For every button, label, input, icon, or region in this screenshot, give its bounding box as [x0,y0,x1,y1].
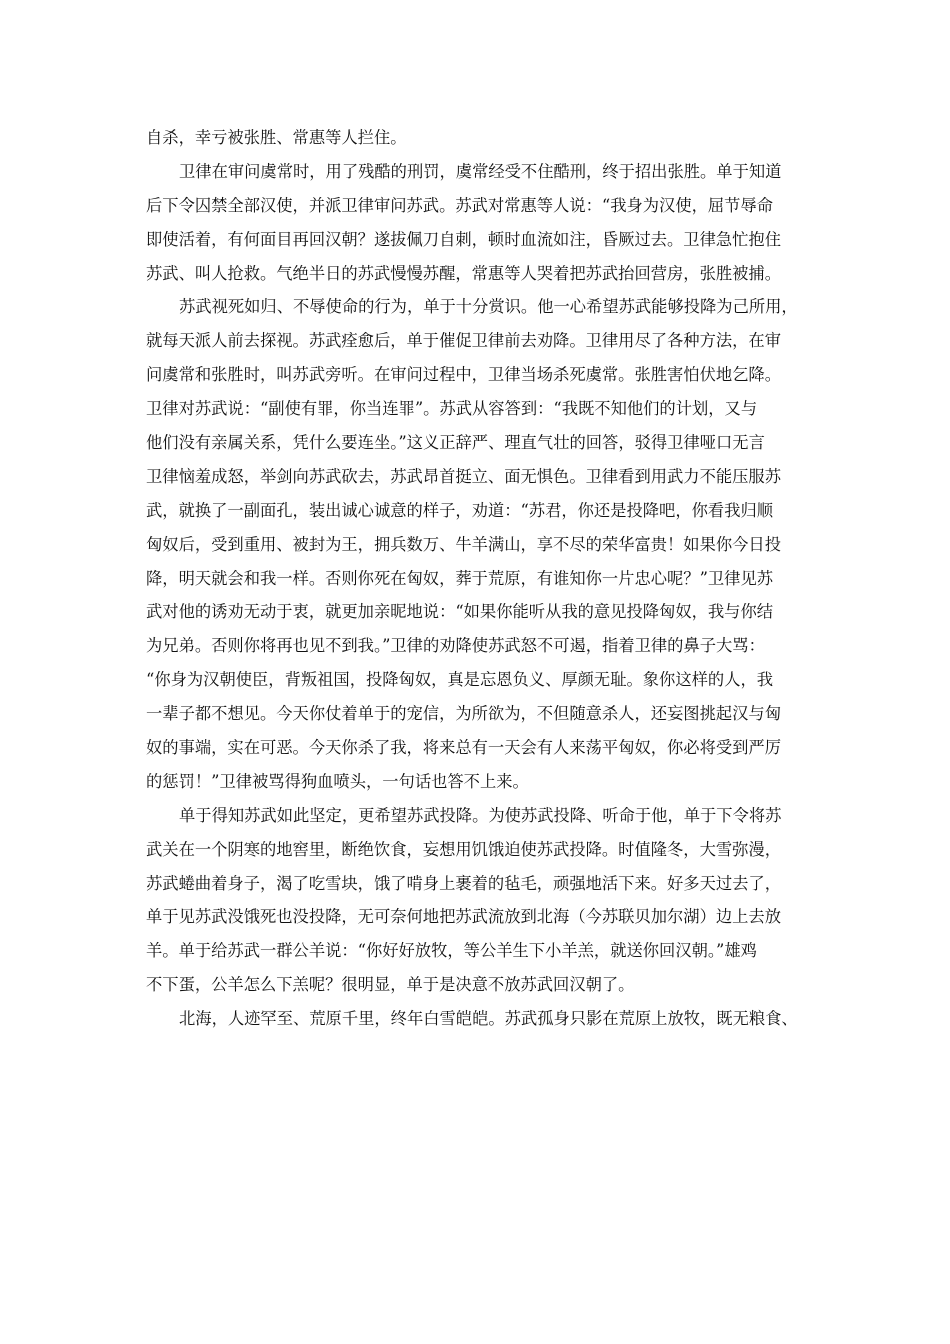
text-line: 他们没有亲属关系，凭什么要连坐。”这义正辞严、理直气壮的回答，驳得卫律哑口无言 [146,433,765,453]
text-line: 北海，人迹罕至、荒原千里，终年白雪皑皑。苏武孤身只影在荒原上放牧，既无粮食、 [179,1009,798,1029]
text-line: 羊。单于给苏武一群公羊说：“你好好放牧，等公羊生下小羊羔，就送你回汉朝。”雄鸡 [146,941,757,961]
text-line: 就每天派人前去探视。苏武痊愈后，单于催促卫律前去劝降。卫律用尽了各种方法，在审 [146,331,781,351]
text-line: 苏武蜷曲着身子，渴了吃雪块，饿了啃身上裹着的毡毛，顽强地活下来。好多天过去了， [146,873,781,893]
text-line: 奴的事端，实在可恶。今天你杀了我，将来总有一天会有人来荡平匈奴，你必将受到严厉 [146,738,781,758]
text-line: 为兄弟。否则你将再也见不到我。”卫律的劝降使苏武怒不可遏，指着卫律的鼻子大骂： [146,636,765,656]
text-line: 的惩罚！”卫律被骂得狗血喷头，一句话也答不上来。 [146,771,529,791]
text-line: “你身为汉朝使臣，背叛祖国，投降匈奴，真是忘恩负义、厚颜无耻。象你这样的人，我 [146,670,774,690]
text-line: 单于得知苏武如此坚定，更希望苏武投降。为使苏武投降、听命于他，单于下令将苏 [179,805,782,825]
text-line: 苏武视死如归、不辱使命的行为，单于十分赏识。他一心希望苏武能够投降为己所用， [179,297,798,317]
text-line: 卫律恼羞成怒，举剑向苏武砍去，苏武昂首挺立、面无惧色。卫律看到用武力不能压服苏 [146,466,781,486]
text-line: 即使活着，有何面目再回汉朝？遂拔佩刀自刺，顿时血流如注，昏厥过去。卫律急忙抱住 [146,229,781,249]
text-line: 不下蛋，公羊怎么下羔呢？很明显，单于是决意不放苏武回汉朝了。 [146,975,635,995]
text-line: 问虞常和张胜时，叫苏武旁听。在审问过程中，卫律当场杀死虞常。张胜害怕伏地乞降。 [146,365,781,385]
text-line: 武关在一个阴寒的地窖里，断绝饮食，妄想用饥饿迫使苏武投降。时值隆冬，大雪弥漫， [146,839,781,859]
text-line: 自杀，幸亏被张胜、常惠等人拦住。 [146,128,407,147]
text-line: 苏武、叫人抢救。气绝半日的苏武慢慢苏醒，常惠等人哭着把苏武抬回营房，张胜被捕。 [146,263,781,283]
text-line: 武，就换了一副面孔，装出诚心诚意的样子，劝道：“苏君，你还是投降吧，你看我归顺 [146,500,774,520]
text-line: 武对他的诱劝无动于衷，就更加亲昵地说：“如果你能听从我的意见投降匈奴，我与你结 [146,602,774,622]
text-line: 后下令囚禁全部汉使，并派卫律审问苏武。苏武对常惠等人说：“我身为汉使，屈节辱命 [146,195,774,215]
text-line: 卫律在审问虞常时，用了残酷的刑罚，虞常经受不住酷刑，终于招出张胜。单于知道 [179,161,782,181]
text-line: 匈奴后，受到重用、被封为王，拥兵数万、牛羊满山，享不尽的荣华富贵！如果你今日投 [146,534,781,554]
text-line: 一辈子都不想见。今天你仗着单于的宠信，为所欲为，不但随意杀人，还妄图挑起汉与匈 [146,704,781,724]
document-body [146,121,826,1036]
text-line: 降，明天就会和我一样。否则你死在匈奴，葬于荒原，有谁知你一片忠心呢？”卫律见苏 [146,568,774,588]
text-line: 卫律对苏武说：“副使有罪，你当连罪”。苏武从容答到：“我既不知他们的计划，又与 [146,399,758,419]
text-line: 单于见苏武没饿死也没投降，无可奈何地把苏武流放到北海（今苏联贝加尔湖）边上去放 [146,907,781,927]
